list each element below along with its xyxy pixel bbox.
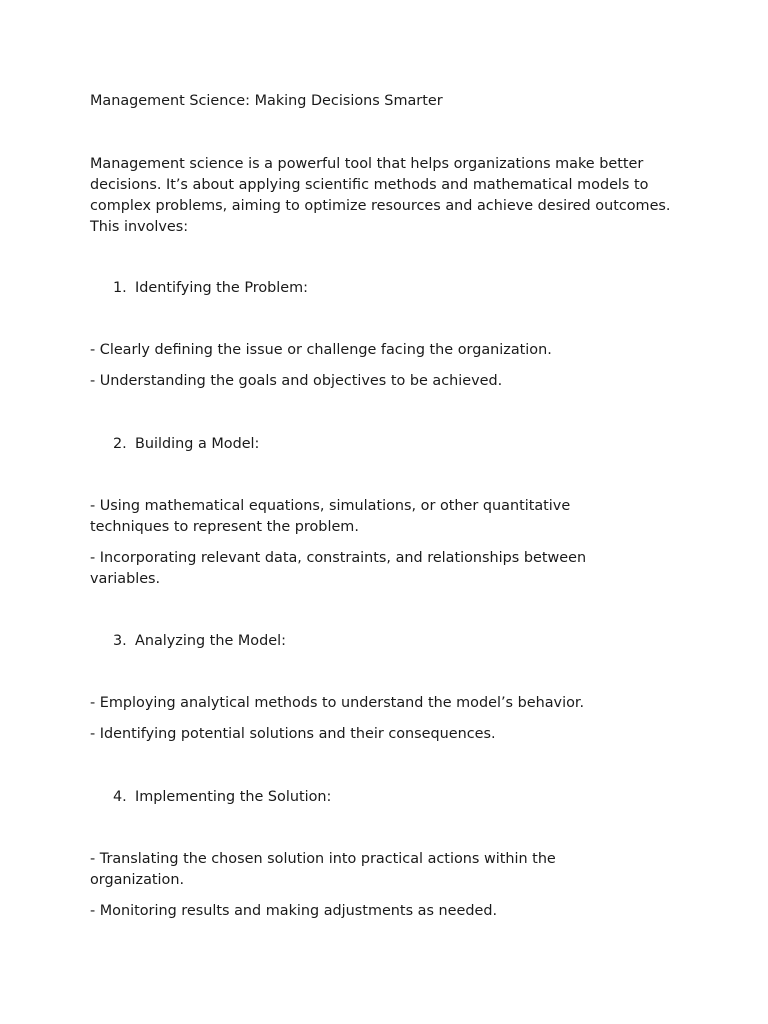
step-title: Implementing the Solution: (135, 789, 332, 805)
step-title: Analyzing the Model: (135, 633, 286, 649)
step-heading (90, 631, 690, 652)
step-number: 1. (113, 280, 127, 296)
step-section (90, 278, 690, 402)
step-number: 2. (113, 436, 127, 452)
bullet-item: - Clearly defining the issue or challenge facing the organization. (90, 342, 552, 358)
bullet-list (90, 693, 690, 745)
bullet-item: - Understanding the goals and objectives to be achieved. (90, 373, 503, 389)
step-title: Building a Model: (135, 436, 260, 452)
step-number: 4. (113, 789, 127, 805)
step-number: 3. (113, 633, 127, 649)
step-section (90, 434, 690, 600)
bullet-item: - Employing analytical methods to understand the model’s behavior. (90, 695, 585, 711)
step-title: Identifying the Problem: (135, 280, 309, 296)
step-section (90, 631, 690, 755)
intro-paragraph: Management science is a powerful tool that helps organizations make better decisions. It’s about applying scientific methods and mathematical models to complex problems, aiming to optimize resources and achieve desired outcomes. This involves: (90, 156, 671, 235)
bullet-list (90, 849, 690, 922)
bullet-item: - Translating the chosen solution into practical actions within the organization. (90, 851, 556, 888)
bullet-item: - Monitoring results and making adjustments as needed. (90, 903, 498, 919)
bullet-item: - Using mathematical equations, simulations, or other quantitative techniques to represent the problem. (90, 498, 571, 535)
bullet-list (90, 340, 690, 392)
step-heading (90, 434, 690, 455)
page-title: Management Science: Making Decisions Smarter (90, 93, 443, 109)
bullet-list (90, 496, 690, 590)
step-heading (90, 278, 690, 299)
step-heading (90, 787, 690, 808)
bullet-item: - Identifying potential solutions and their consequences. (90, 726, 496, 742)
bullet-item: - Incorporating relevant data, constraints, and relationships between variables. (90, 550, 587, 587)
step-section (90, 787, 690, 932)
